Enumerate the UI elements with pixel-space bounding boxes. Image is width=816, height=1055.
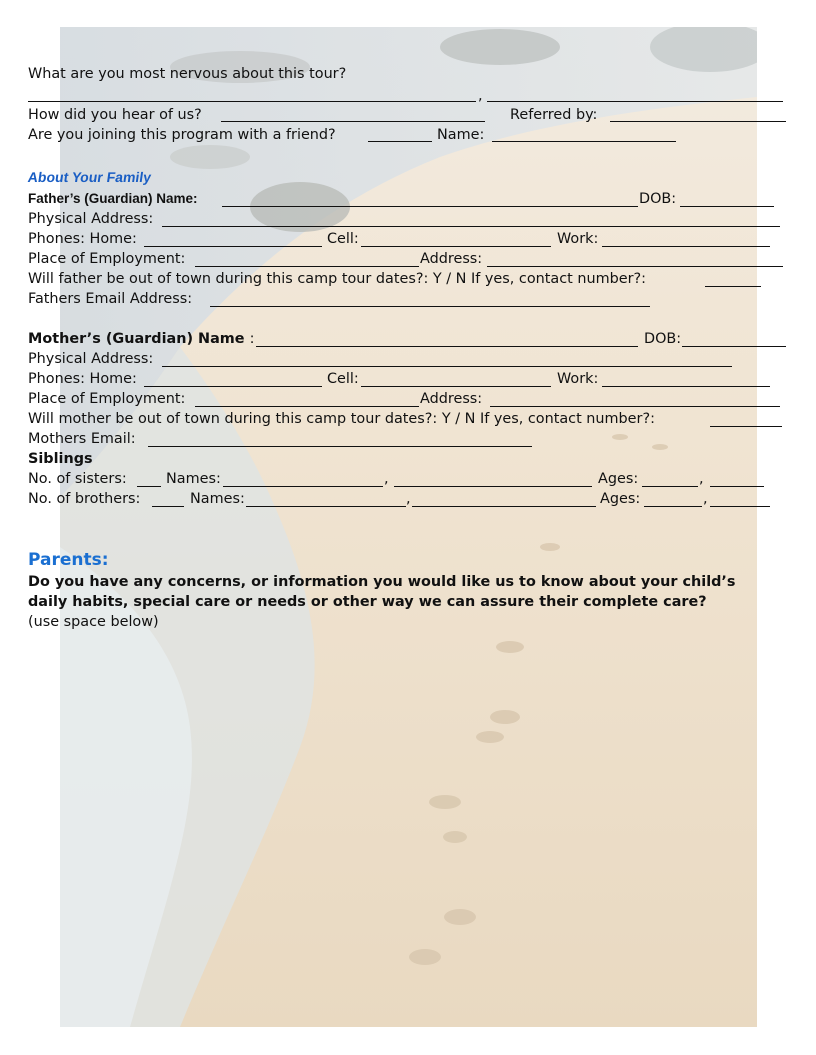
brothers-ages-label: Ages: (600, 491, 641, 507)
friend-name-label: Name: (437, 127, 485, 143)
father-phone-home-field[interactable] (144, 246, 322, 247)
sisters-names-comma: , (384, 471, 389, 487)
mother-dob-field[interactable] (682, 346, 786, 347)
sisters-names-field-1[interactable] (223, 486, 383, 487)
father-phone-home-label: Phones: Home: (28, 231, 137, 247)
mother-emp-address-label: Address: (420, 391, 483, 407)
father-work-field[interactable] (602, 246, 770, 247)
father-address-label: Physical Address: (28, 211, 154, 227)
father-name-label: Father’s (Guardian) Name: (28, 191, 198, 206)
comma-separator: , (478, 88, 483, 104)
parents-question-line-1: Do you have any concerns, or information you would like us to know about your child’s (28, 574, 736, 590)
father-address-field[interactable] (162, 226, 780, 227)
nervous-answer-field-2[interactable] (487, 101, 783, 102)
use-space-note: (use space below) (28, 614, 159, 630)
mother-address-field[interactable] (162, 366, 732, 367)
mother-cell-label: Cell: (327, 371, 359, 387)
father-name-field[interactable] (222, 206, 638, 207)
mother-out-of-town-question: Will mother be out of town during this camp tour dates?: Y / N If yes, contact number?: (28, 411, 655, 427)
mother-employment-field[interactable] (195, 406, 419, 407)
siblings-heading: Siblings (28, 451, 93, 467)
sisters-count-field[interactable] (137, 486, 161, 487)
nervous-question: What are you most nervous about this tour? (28, 66, 347, 82)
hear-of-us-label: How did you hear of us? (28, 107, 202, 123)
brothers-count-label: No. of brothers: (28, 491, 141, 507)
mother-dob-label: DOB: (644, 331, 682, 347)
mother-cell-field[interactable] (361, 386, 551, 387)
nervous-answer-field-1[interactable] (28, 101, 476, 102)
mother-phone-home-label: Phones: Home: (28, 371, 137, 387)
sisters-ages-label: Ages: (598, 471, 639, 487)
brothers-names-field-2[interactable] (412, 506, 596, 507)
brothers-count-field[interactable] (152, 506, 184, 507)
sisters-names-field-2[interactable] (394, 486, 592, 487)
brothers-ages-comma: , (703, 491, 708, 507)
brothers-names-comma: , (406, 491, 411, 507)
sisters-names-label: Names: (166, 471, 221, 487)
father-cell-field[interactable] (361, 246, 551, 247)
mother-work-label: Work: (557, 371, 599, 387)
father-out-of-town-question: Will father be out of town during this camp tour dates?: Y / N If yes, contact number?: (28, 271, 646, 287)
brothers-ages-field-1[interactable] (644, 506, 702, 507)
father-employment-field[interactable] (195, 266, 419, 267)
mother-work-field[interactable] (602, 386, 770, 387)
father-employment-label: Place of Employment: (28, 251, 186, 267)
mother-address-label: Physical Address: (28, 351, 154, 367)
father-cell-label: Cell: (327, 231, 359, 247)
mother-phone-home-field[interactable] (144, 386, 322, 387)
father-emp-address-field[interactable] (487, 266, 783, 267)
parents-question-line-2: daily habits, special care or needs or other way we can assure their complete care? (28, 594, 707, 610)
friend-name-field[interactable] (492, 141, 676, 142)
father-email-label: Fathers Email Address: (28, 291, 193, 307)
brothers-ages-field-2[interactable] (710, 506, 770, 507)
mother-email-field[interactable] (148, 446, 532, 447)
mother-email-label: Mothers Email: (28, 431, 136, 447)
father-dob-label: DOB: (639, 191, 677, 207)
friend-question: Are you joining this program with a friend? (28, 127, 336, 143)
friend-answer-field[interactable] (368, 141, 432, 142)
sisters-count-label: No. of sisters: (28, 471, 127, 487)
sisters-ages-comma: , (699, 471, 704, 487)
mother-name-field[interactable] (256, 346, 638, 347)
parents-heading: Parents: (28, 550, 109, 570)
father-contact-number-field[interactable] (705, 286, 761, 287)
sisters-ages-field-1[interactable] (642, 486, 698, 487)
father-email-field[interactable] (210, 306, 650, 307)
mother-emp-address-field[interactable] (490, 406, 780, 407)
father-work-label: Work: (557, 231, 599, 247)
brothers-names-field-1[interactable] (246, 506, 406, 507)
concerns-answer-area[interactable] (28, 640, 758, 1020)
brothers-names-label: Names: (190, 491, 245, 507)
mother-contact-number-field[interactable] (710, 426, 782, 427)
sisters-ages-field-2[interactable] (710, 486, 764, 487)
hear-of-us-field[interactable] (221, 121, 485, 122)
referred-by-label: Referred by: (510, 107, 598, 123)
about-family-heading: About Your Family (26, 169, 153, 185)
father-dob-field[interactable] (680, 206, 774, 207)
mother-name-label: Mother’s (Guardian) Name : (28, 331, 255, 347)
mother-employment-label: Place of Employment: (28, 391, 186, 407)
referred-by-field[interactable] (610, 121, 786, 122)
father-emp-address-label: Address: (420, 251, 483, 267)
